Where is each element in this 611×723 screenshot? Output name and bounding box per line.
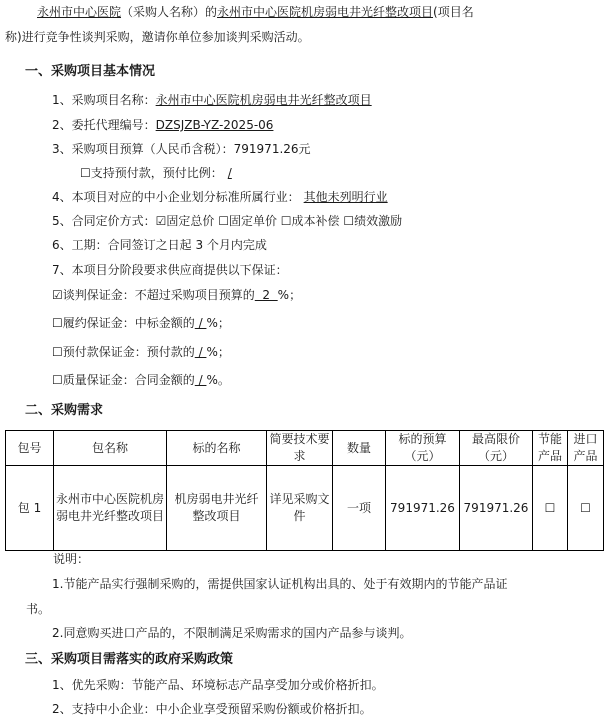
budget-value: 791971.26元 [233, 142, 311, 156]
intro-line-2: 称)进行竞争性谈判采购，邀请你单位参加谈判采购活动。 [5, 30, 310, 44]
policy-item-2: 2、支持中小企业：中小企业享受预留采购份额或价格折扣。 [52, 702, 372, 716]
header-item-budget: 标的预算（元） [386, 431, 460, 466]
procurement-requirements-table [5, 430, 604, 551]
quality-guarantee-value: / [194, 373, 207, 387]
note-1-line-2: 书。 [26, 602, 51, 616]
cell-item-name: 机房弱电井光纤整改项目 [167, 466, 267, 551]
note-2: 2.同意购买进口产品的，不限制满足采购需求的国内产品参与谈判。 [52, 626, 412, 640]
cell-energy-saving-checkbox: ☐ [533, 466, 568, 551]
advance-guarantee-label: ☐预付款保证金：预付款的 [52, 345, 195, 359]
cell-item-budget: 791971.26 [386, 466, 460, 551]
budget-label: 3、采购项目预算（人民币含税）： [52, 142, 234, 156]
agency-code-label: 2、委托代理编号： [52, 118, 156, 132]
policy-item-1: 1、优先采购：节能产品、环境标志产品享受加分或价格折扣。 [52, 678, 384, 692]
header-tech-requirements: 简要技术要求 [267, 431, 333, 466]
bid-guarantee-value: 2 [254, 288, 278, 302]
purchaser-name: 永州市中心医院 [37, 5, 122, 19]
header-quantity: 数量 [333, 431, 386, 466]
section-2-title: 二、采购需求 [25, 403, 104, 418]
table-row [6, 466, 604, 551]
header-imported: 进口产品 [568, 431, 604, 466]
header-package-no: 包号 [6, 431, 54, 466]
cell-tech-requirements: 详见采购文件 [267, 466, 333, 551]
prepayment-text: ☐支持预付款，预付比例： [80, 166, 223, 180]
project-name-row [52, 92, 372, 108]
cell-package-no: 包 1 [6, 466, 54, 551]
agency-code-row [52, 117, 273, 133]
bid-guarantee-suffix: %； [277, 288, 302, 302]
quality-guarantee-row [52, 372, 230, 388]
performance-guarantee-suffix: %； [206, 316, 230, 330]
advance-guarantee-suffix: %； [206, 345, 230, 359]
intro-line-1 [37, 4, 474, 20]
performance-guarantee-row [52, 315, 230, 331]
bid-guarantee-label: ☑谈判保证金：不超过采购项目预算的 [52, 288, 255, 302]
quality-guarantee-label: ☐质量保证金：合同金额的 [52, 373, 195, 387]
project-name-intro: 永州市中心医院机房弱电井光纤整改项目 [217, 5, 434, 19]
quality-guarantee-suffix: %。 [206, 373, 230, 387]
prepayment-row [80, 165, 237, 181]
contract-pricing-row: 5、合同定价方式：☑固定总价 ☐固定单价 ☐成本补偿 ☐绩效激励 [52, 214, 403, 228]
bid-guarantee-row [52, 287, 301, 303]
sme-industry-value: 其他未列明行业 [303, 190, 388, 204]
project-name-suffix: (项目名 [433, 5, 474, 19]
advance-guarantee-value: / [194, 345, 207, 359]
performance-guarantee-label: ☐履约保证金：中标金额的 [52, 316, 195, 330]
section-1-title: 一、采购项目基本情况 [25, 64, 156, 79]
cell-quantity: 一项 [333, 466, 386, 551]
sme-industry-label: 4、本项目对应的中小企业划分标准所属行业： [52, 190, 300, 204]
performance-guarantee-value: / [194, 316, 207, 330]
prepayment-ratio: / [227, 166, 232, 180]
construction-period-row: 6、工期：合同签订之日起 3 个月内完成 [52, 238, 267, 252]
header-item-name: 标的名称 [167, 431, 267, 466]
table-header-row [6, 431, 604, 466]
project-name-value: 永州市中心医院机房弱电井光纤整改项目 [155, 93, 372, 107]
note-1-line-1: 1.节能产品实行强制采购的，需提供国家认证机构出具的、处于有效期内的节能产品证 [52, 577, 508, 591]
header-energy-saving: 节能产品 [533, 431, 568, 466]
guarantee-intro: 7、本项目分阶段要求供应商提供以下保证： [52, 263, 288, 277]
purchaser-suffix: （采购人名称）的 [121, 5, 218, 19]
cell-imported-checkbox: ☐ [568, 466, 604, 551]
agency-code-value: DZSJZB-YZ-2025-06 [155, 118, 274, 132]
project-name-label: 1、采购项目名称： [52, 93, 156, 107]
cell-package-name: 永州市中心医院机房弱电井光纤整改项目 [54, 466, 167, 551]
advance-guarantee-row [52, 344, 230, 360]
header-package-name: 包名称 [54, 431, 167, 466]
sme-industry-row [52, 189, 388, 205]
cell-max-price: 791971.26 [460, 466, 533, 551]
budget-row [52, 141, 311, 157]
notes-title: 说明： [53, 552, 90, 566]
section-3-title: 三、采购项目需落实的政府采购政策 [25, 652, 234, 667]
header-max-price: 最高限价（元） [460, 431, 533, 466]
